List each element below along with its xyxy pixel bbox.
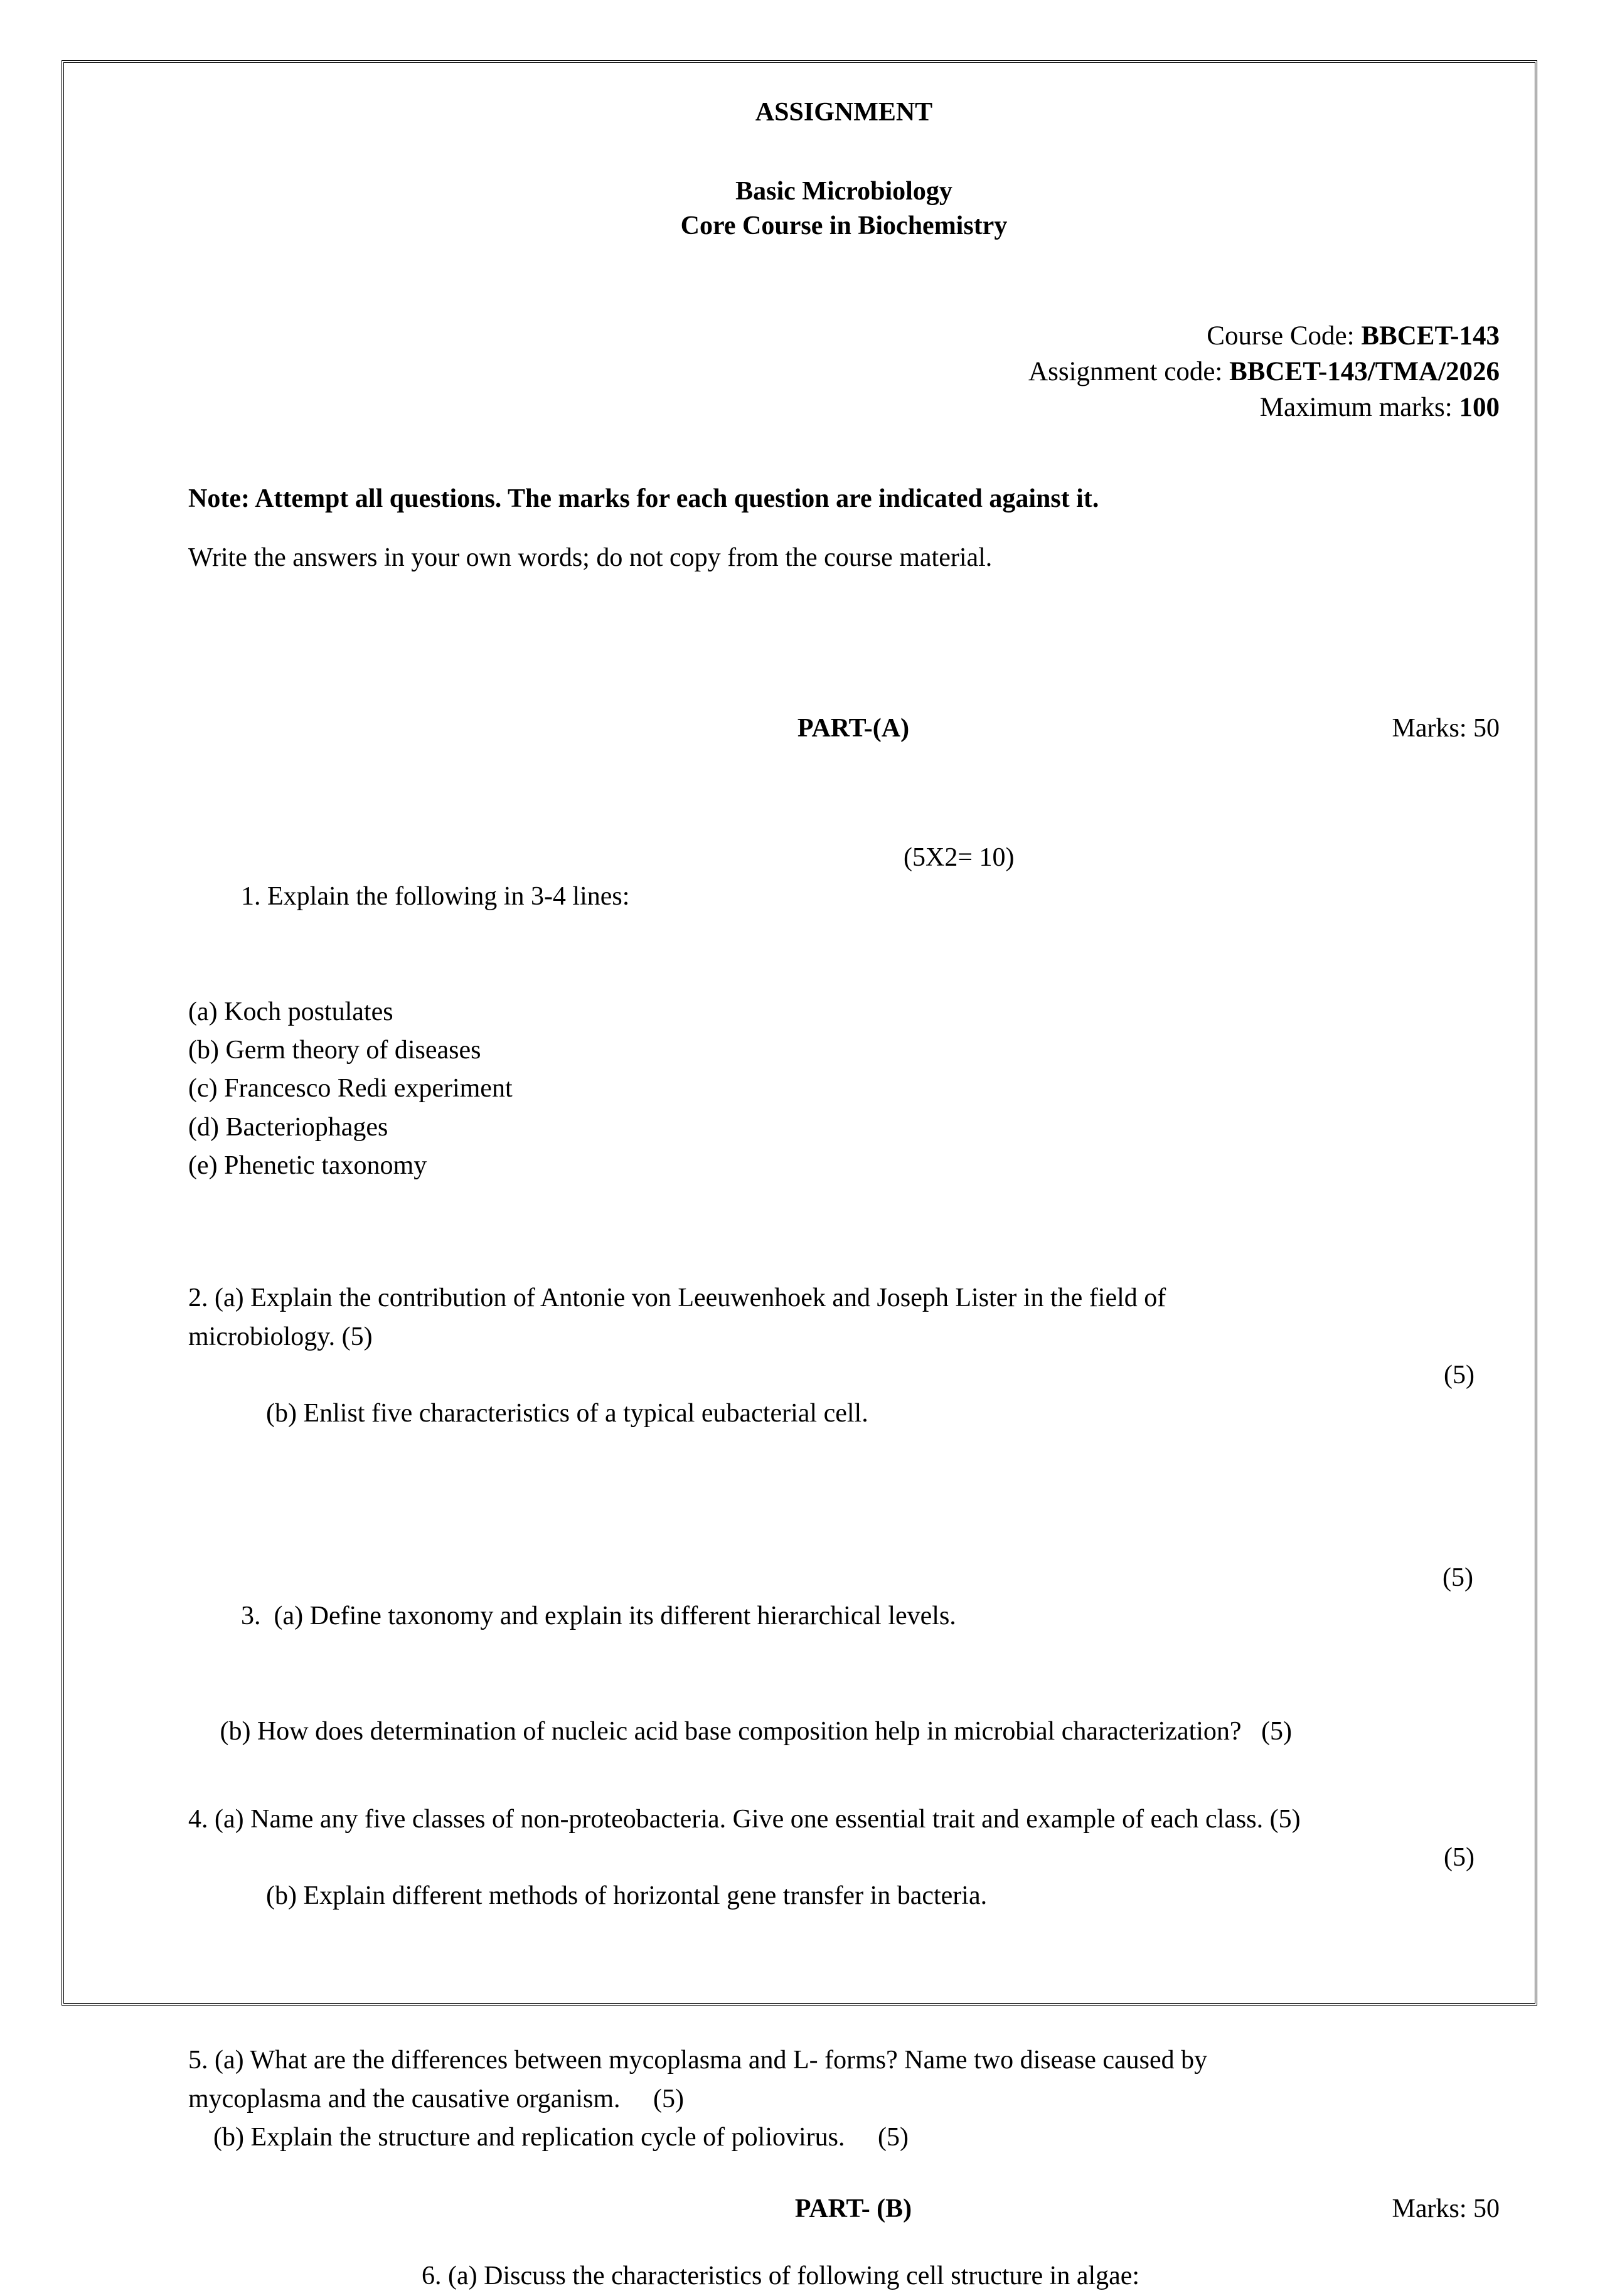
question-3 xyxy=(188,1559,1500,1751)
question-1 xyxy=(188,839,1500,1185)
q1-stem: 1. Explain the following in 3-4 lines: xyxy=(241,881,630,911)
q6-line-1: 6. (a) Discuss the characteristics of following cell structure in algae: xyxy=(422,2261,1140,2291)
question-5 xyxy=(188,2041,1500,2157)
q1-item-e: (e) Phenetic taxonomy xyxy=(188,1151,427,1180)
q3-line-1-row xyxy=(188,1559,1500,1713)
part-a-marks: Marks: 50 xyxy=(1392,714,1500,743)
document-content xyxy=(188,88,1500,2296)
part-b-marks: Marks: 50 xyxy=(1392,2194,1500,2224)
spacer-before-q4 xyxy=(188,1751,1500,1800)
assignment-code-label: Assignment code: xyxy=(1028,357,1230,387)
q5-line-3: (b) Explain the structure and replication cycle of poliovirus. (5) xyxy=(213,2122,909,2152)
note-text: Note: Attempt all questions. The marks for each question are indicated against it. xyxy=(188,484,1099,514)
spacer-before-q2 xyxy=(188,1185,1500,1279)
instruction-text: Write the answers in your own words; do not copy from the course material. xyxy=(188,543,993,573)
spacer-before-q1 xyxy=(188,741,1500,839)
course-code-label: Course Code: xyxy=(1207,321,1362,351)
course-meta-block xyxy=(188,318,1500,426)
maximum-marks-row xyxy=(188,390,1500,425)
course-code-value: BBCET-143 xyxy=(1361,321,1500,351)
part-b-label: PART- (B) xyxy=(794,2194,912,2224)
q4-line-1: 4. (a) Name any five classes of non-proteobacteria. Give one essential trait and example of each class. (5) xyxy=(188,1804,1301,1834)
part-a-header xyxy=(188,715,1500,741)
q5-line-2: mycoplasma and the causative organism. (5) xyxy=(188,2084,685,2113)
question-2 xyxy=(188,1279,1500,1510)
course-subtitle: Core Course in Biochemistry xyxy=(680,211,1008,241)
q4-line-2-row xyxy=(188,1839,1500,1992)
part-a-label: PART-(A) xyxy=(797,714,910,743)
q2-line-2: microbiology. (5) xyxy=(188,1322,373,1351)
assignment-code-row xyxy=(188,354,1500,390)
q2-line-3-marks: (5) xyxy=(1444,1360,1475,1390)
spacer-before-q3 xyxy=(188,1510,1500,1559)
spacer-before-q6 xyxy=(188,2222,1500,2257)
q1-item-a: (a) Koch postulates xyxy=(188,997,393,1026)
q1-item-d: (d) Bacteriophages xyxy=(188,1112,388,1142)
q1-item-b: (b) Germ theory of diseases xyxy=(188,1036,481,1065)
course-heading-block xyxy=(188,174,1500,244)
spacer-before-q5 xyxy=(188,1992,1500,2041)
maximum-marks-label: Maximum marks: xyxy=(1259,393,1459,423)
question-4 xyxy=(188,1800,1500,1993)
course-code-row xyxy=(188,318,1500,354)
part-b-header xyxy=(188,2196,1500,2222)
q4-line-2-marks: (5) xyxy=(1444,1843,1475,1872)
q3-line-1: 3. (a) Define taxonomy and explain its different hierarchical levels. xyxy=(241,1602,956,1631)
q3-line-2: (b) How does determination of nucleic acid base composition help in microbial characterization? (5) xyxy=(213,1717,1293,1746)
q5-line-1: 5. (a) What are the differences between mycoplasma and L- forms? Name two disease caused by xyxy=(188,2046,1208,2075)
q2-line-3: (b) Enlist five characteristics of a typical eubacterial cell. xyxy=(266,1399,868,1428)
q2-line-3-row xyxy=(188,1356,1500,1510)
question-6 xyxy=(188,2257,1500,2295)
spacer-before-part-b xyxy=(188,2157,1500,2196)
course-title: Basic Microbiology xyxy=(735,177,952,206)
q4-line-2: (b) Explain different methods of horizontal gene transfer in bacteria. xyxy=(266,1881,988,1911)
q3-line-1-marks: (5) xyxy=(1443,1563,1473,1593)
q1-marks: (5X2= 10) xyxy=(904,843,1015,873)
q1-item-c: (c) Francesco Redi experiment xyxy=(188,1074,513,1103)
q2-line-1: 2. (a) Explain the contribution of Antonie von Leeuwenhoek and Joseph Lister in the field of xyxy=(188,1284,1166,1313)
q1-stem-row xyxy=(188,839,1500,992)
maximum-marks-value: 100 xyxy=(1459,393,1500,423)
document-title: ASSIGNMENT xyxy=(755,98,933,127)
spacer-before-part-a xyxy=(188,571,1500,715)
assignment-code-value: BBCET-143/TMA/2026 xyxy=(1229,357,1500,387)
